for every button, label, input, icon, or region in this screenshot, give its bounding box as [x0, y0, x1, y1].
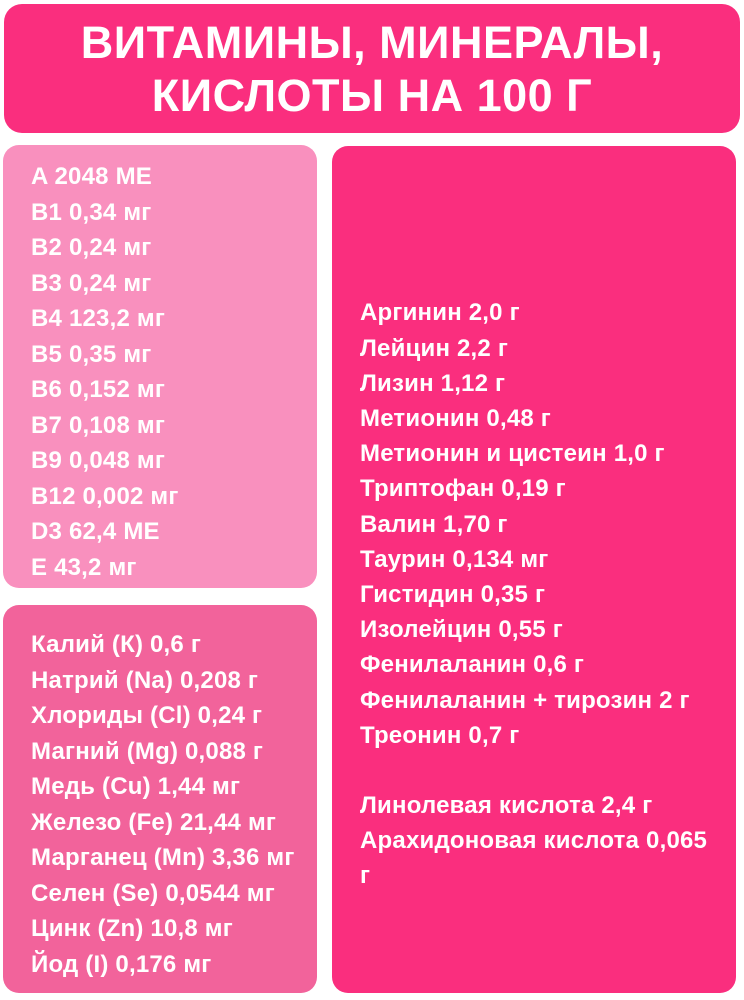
list-item: B9 0,048 мг — [31, 447, 166, 474]
list-item: B4 123,2 мг — [31, 305, 166, 332]
list-item: B12 0,002 мг — [31, 482, 179, 510]
list-item: B1 0,34 мг — [31, 198, 152, 226]
list-item: Магний (Mg) 0,088 г — [31, 737, 264, 765]
minerals-card — [3, 605, 317, 993]
list-item: Фенилаланин + тирозин 2 г — [360, 686, 690, 714]
list-item: Хлориды (Cl) 0,24 г — [31, 702, 263, 729]
amino-acids-list — [360, 295, 712, 753]
list-item: E 43,2 мг — [31, 553, 137, 581]
list-item: Гистидин 0,35 г — [360, 581, 546, 608]
list-item: Железо (Fe) 21,44 мг — [31, 808, 277, 836]
list-item: Арахидоновая кислота 0,065 г — [360, 827, 708, 890]
list-item: Лейцин 2,2 г — [360, 334, 509, 362]
list-item: Калий (К) 0,6 г — [31, 631, 202, 658]
list-item: Треонин 0,7 г — [360, 721, 520, 749]
list-item: Медь (Cu) 1,44 мг — [31, 773, 241, 800]
list-item: Изолейцин 0,55 г — [360, 616, 563, 644]
list-item: Триптофан 0,19 г — [360, 475, 566, 503]
list-item: Таурин 0,134 мг — [360, 545, 549, 573]
list-item: Селен (Se) 0,0544 мг — [31, 879, 275, 907]
list-item: Метионин 0,48 г — [360, 404, 551, 432]
vitamins-card — [3, 145, 317, 588]
list-item: Валин 1,70 г — [360, 510, 508, 538]
fatty-acids-list — [360, 788, 712, 894]
list-item: B7 0,108 мг — [31, 411, 166, 439]
page-title-line2: КИСЛОТЫ НА 100 Г — [151, 69, 593, 121]
list-item: B6 0,152 мг — [31, 376, 166, 403]
page-title-line1: ВИТАМИНЫ, МИНЕРАЛЫ, — [80, 16, 664, 68]
list-item: A 2048 МЕ — [31, 163, 152, 190]
list-item: Линолевая кислота 2,4 г — [360, 792, 653, 820]
amino-acids-card — [332, 146, 736, 993]
list-item: Метионин и цистеин 1,0 г — [360, 440, 665, 468]
list-item: B5 0,35 мг — [31, 340, 152, 368]
list-item: Цинк (Zn) 10,8 мг — [31, 915, 233, 942]
list-item: Аргинин 2,0 г — [360, 299, 520, 327]
list-item: D3 62,4 МЕ — [31, 518, 160, 545]
list-item: B3 0,24 мг — [31, 269, 152, 297]
list-item: Марганец (Mn) 3,36 мг — [31, 844, 295, 871]
list-item: B2 0,24 мг — [31, 234, 152, 261]
list-item: Лизин 1,12 г — [360, 369, 506, 397]
list-item: Йод (I) 0,176 мг — [31, 950, 212, 978]
list-item: Фенилаланин 0,6 г — [360, 651, 585, 679]
header-banner — [4, 4, 740, 133]
list-item: Натрий (Na) 0,208 г — [31, 666, 259, 694]
